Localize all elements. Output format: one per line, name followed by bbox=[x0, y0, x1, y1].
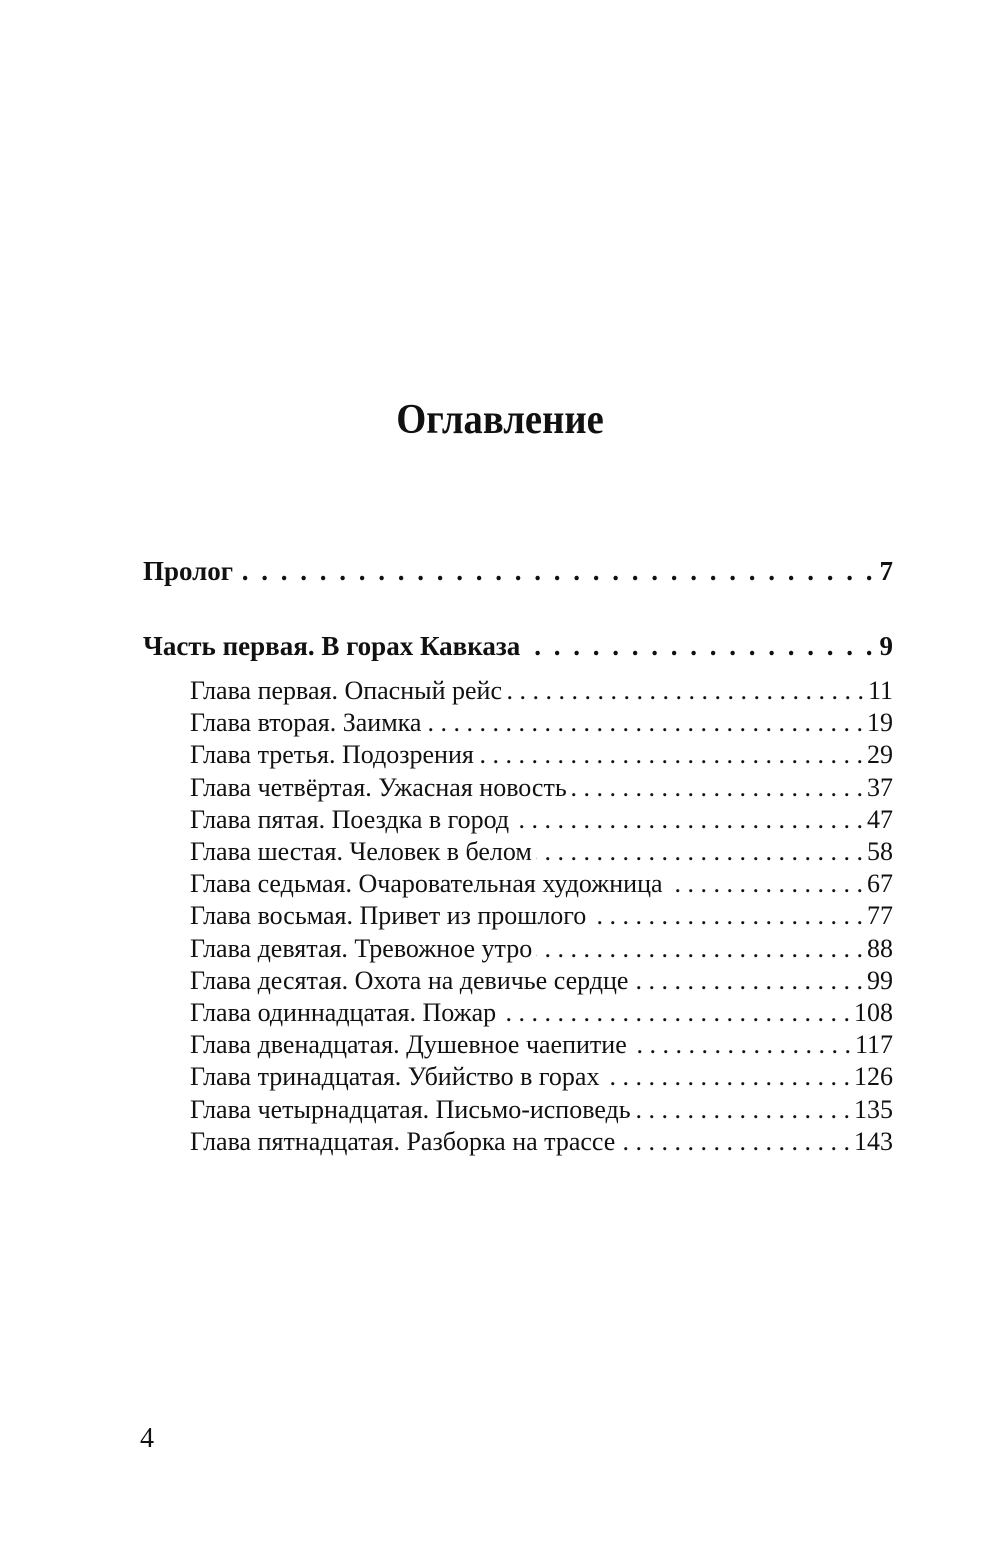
dot-leader bbox=[506, 675, 864, 707]
toc-entry-chapter[interactable] bbox=[190, 868, 893, 900]
toc-entry-page: 47 bbox=[867, 804, 893, 834]
toc-entry-chapter[interactable] bbox=[190, 997, 893, 1029]
dot-leader bbox=[667, 868, 863, 900]
toc-entry-page: 37 bbox=[867, 772, 893, 802]
toc-entry-title: Глава третья. Подозрения bbox=[190, 740, 474, 770]
toc-entry-title: Глава тринадцатая. Убийство в горах bbox=[190, 1062, 600, 1092]
page-number: 4 bbox=[140, 1423, 154, 1454]
toc-entry-chapter[interactable] bbox=[190, 804, 893, 836]
toc-entry-chapter[interactable] bbox=[190, 1061, 893, 1093]
toc-entry-chapter[interactable] bbox=[190, 836, 893, 868]
toc-entry-title: Глава четырнадцатая. Письмо-исповедь bbox=[190, 1094, 631, 1124]
toc-entry-title: Глава десятая. Охота на девичье сердце bbox=[190, 965, 629, 995]
toc-entry-title: Глава пятнадцатая. Разборка на трассе bbox=[190, 1126, 616, 1156]
toc-entry-part-one[interactable] bbox=[143, 627, 893, 665]
toc-entry-chapter[interactable] bbox=[190, 707, 893, 739]
toc-entry-page: 143 bbox=[854, 1126, 893, 1156]
dot-leader bbox=[425, 707, 863, 739]
toc-entry-title: Глава пятая. Поездка в город bbox=[190, 804, 510, 834]
toc-entry-title: Часть первая. В горах Кавказа bbox=[143, 631, 521, 661]
toc-entry-page: 7 bbox=[879, 556, 893, 586]
toc-entry-chapter[interactable] bbox=[190, 1094, 893, 1126]
toc-entry-page: 126 bbox=[854, 1062, 893, 1092]
toc-entry-title: Глава первая. Опасный рейс bbox=[190, 676, 503, 705]
dot-leader bbox=[478, 739, 863, 771]
toc-entry-chapter[interactable] bbox=[190, 675, 893, 707]
toc-entry-page: 108 bbox=[854, 998, 893, 1027]
toc-entry-page: 88 bbox=[867, 933, 893, 963]
page-title: Оглавление bbox=[396, 397, 604, 443]
toc-entry-chapter[interactable] bbox=[190, 772, 893, 804]
dot-leader bbox=[619, 1126, 850, 1158]
toc-entry-title: Глава двенадцатая. Душевное чаепитие bbox=[190, 1030, 627, 1060]
dot-leader bbox=[632, 965, 863, 997]
dot-leader bbox=[524, 627, 875, 665]
dot-leader bbox=[631, 1029, 851, 1061]
dot-leader bbox=[590, 900, 863, 932]
toc-entry-page: 77 bbox=[867, 901, 893, 931]
toc-entry-title: Глава шестая. Человек в белом bbox=[190, 837, 532, 866]
toc-entry-title: Глава четвёртая. Ужасная новость bbox=[190, 772, 567, 802]
dot-leader bbox=[237, 552, 875, 590]
toc-entry-page: 99 bbox=[867, 965, 893, 995]
toc-entry-title: Пролог bbox=[143, 556, 234, 586]
dot-leader bbox=[536, 836, 863, 868]
toc-entry-chapter[interactable] bbox=[190, 1126, 893, 1158]
toc-entry-title: Глава девятая. Тревожное утро bbox=[190, 933, 533, 963]
dot-leader bbox=[603, 1061, 850, 1093]
toc-entry-page: 67 bbox=[867, 869, 893, 899]
toc-entry-page: 58 bbox=[867, 837, 893, 866]
toc-entry-page: 29 bbox=[867, 740, 893, 770]
toc-entry-page: 9 bbox=[879, 631, 893, 661]
dot-leader bbox=[500, 997, 850, 1029]
toc-entry-page: 117 bbox=[854, 1030, 893, 1060]
toc-entry-chapter[interactable] bbox=[190, 739, 893, 771]
toc-entry-prologue[interactable] bbox=[143, 552, 893, 590]
dot-leader bbox=[571, 772, 863, 804]
toc-entry-chapter[interactable] bbox=[190, 965, 893, 997]
toc-entry-page: 135 bbox=[854, 1094, 893, 1124]
toc-entry-title: Глава вторая. Заимка bbox=[190, 708, 422, 738]
toc-entry-title: Глава восьмая. Привет из прошлого bbox=[190, 901, 587, 931]
toc-entry-title: Глава одиннадцатая. Пожар bbox=[190, 998, 497, 1027]
dot-leader bbox=[513, 804, 863, 836]
toc-entry-chapter[interactable] bbox=[190, 900, 893, 932]
toc-entry-page: 11 bbox=[867, 676, 893, 705]
dot-leader bbox=[635, 1094, 850, 1126]
dot-leader bbox=[536, 933, 863, 965]
toc-entry-page: 19 bbox=[867, 708, 893, 738]
toc-entry-title: Глава седьмая. Очаровательная художница bbox=[190, 869, 663, 899]
toc-entry-chapter[interactable] bbox=[190, 1029, 893, 1061]
toc-entry-chapter[interactable] bbox=[190, 933, 893, 965]
